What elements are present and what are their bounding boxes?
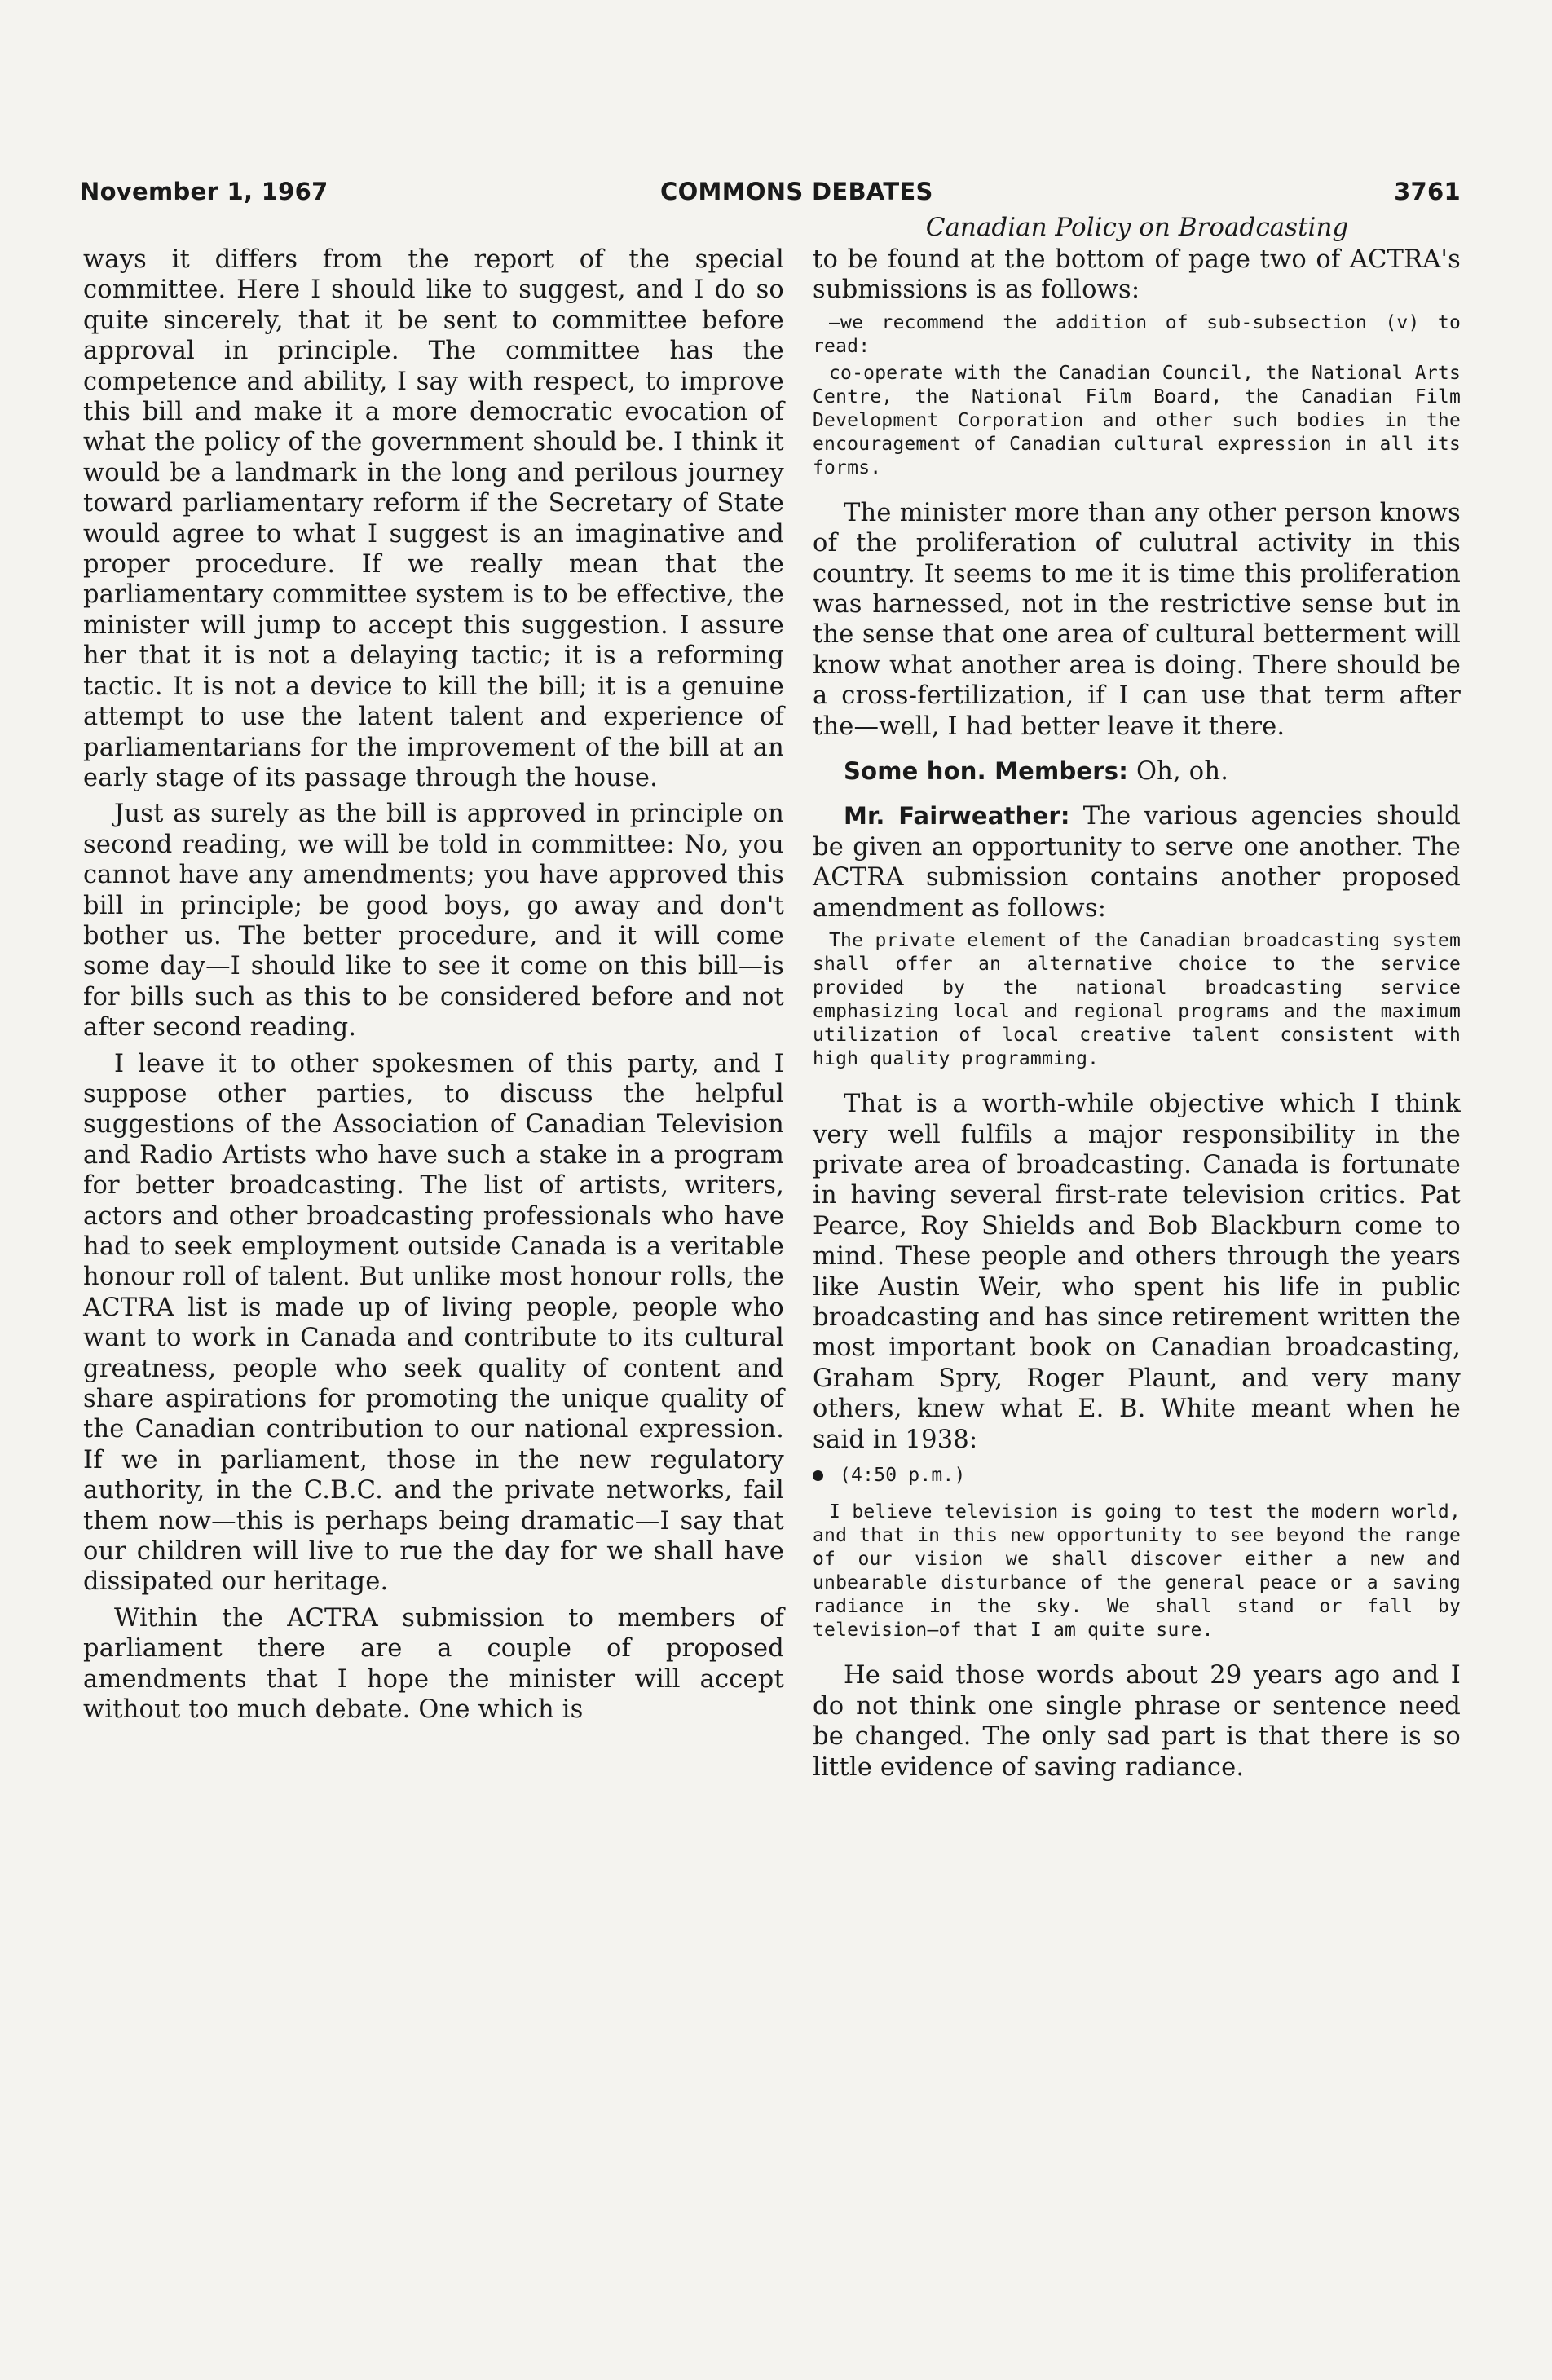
header-title: COMMONS DEBATES [660, 178, 933, 205]
interjection-text: Oh, oh. [1128, 757, 1229, 787]
speaker-fairweather: Mr. Fairweather: [844, 802, 1070, 831]
running-subject: Canadian Policy on Broadcasting [925, 213, 1349, 242]
block-quote-1 [813, 311, 1461, 480]
left-column [83, 245, 784, 1731]
right-column [813, 245, 1461, 1788]
fairweather-text: The various agencies should be given an opportunity to serve one another. The ACTRA submission contains another proposed amendment as follows: [813, 802, 1461, 923]
fairweather-speech [813, 801, 1461, 923]
right-paragraph-3: That is a worth-while objective which I think very well fulfils a major responsibility in the private area of broadcasting. Canada is fortunate in having several first-rate television critics. Pat Pearce, Roy Shields and Bob Blackburn come to mind. These people and others through the years like Austin Weir, who spent his life in public broadcasting and has since retirement written the most important book on Canadian broadcasting, Graham Spry, Roger Plaunt, and very many others, knew what E. B. White meant when he said in 1938: [813, 1090, 1461, 1454]
bullet-icon [813, 1470, 823, 1481]
interjection [813, 756, 1461, 787]
header-date: November 1, 1967 [80, 178, 328, 205]
quote-3-text: I believe television is going to test the modern world, and that in this new opportunity to see beyond the range of our vision we shall discover either a new and unbearable disturbance of the general peace or a saving radiance in the sky. We shall stand or fall by television—of that I am quite sure. [813, 1501, 1461, 1642]
left-paragraph-1: ways it differs from the report of the special committee. Here I should like to suggest, and I do so quite sincerely, that it be sent to committee before approval in principle. The committee has the competence and ability, I say with respect, to improve this bill and make it a more democratic evocation of what the policy of the government should be. I think it would be a landmark in the long and perilous journey toward parliamentary reform if the Secretary of State would agree to what I suggest is an imaginative and proper procedure. If we really mean that the parliamentary committee system is to be effective, the minister will jump to accept this suggestion. I assure her that it is not a delaying tactic; it is a reforming tactic. It is not a device to kill the bill; it is a genuine attempt to use the latent talent and experience of parliamentarians for the improvement of the bill at an early stage of its passage through the house. [83, 245, 784, 792]
quote-2-text: The private element of the Canadian broadcasting system shall offer an alternative choice to the service provided by the national broadcasting service emphasizing local and regional programs and the maximum utilization of local creative talent consistent with high quality programming. [813, 930, 1461, 1070]
block-quote-2 [813, 929, 1461, 1071]
timestamp [813, 1461, 1461, 1491]
left-paragraph-3: I leave it to other spokesmen of this party, and I suppose other parties, to discuss the helpful suggestions of the Association of Canadian Television and Radio Artists who have such a stake in a program for better broadcasting. The list of artists, writers, actors and other broadcasting professionals who have had to seek employment outside Canada is a veritable honour roll of talent. But unlike most honour rolls, the ACTRA list is made up of living people, people who want to work in Canada and contribute to its cultural greatness, people who seek quality of content and share aspirations for promoting the unique quality of the Canadian contribution to our national expression. If we in parliament, those in the new regulatory authority, in the C.B.C. and the private networks, fail them now—this is perhaps being dramatic—I say that our children will live to rue the day for we shall have dissipated our heritage. [83, 1049, 784, 1597]
right-paragraph-4: He said those words about 29 years ago and I do not think one single phrase or sentence need be changed. The only sad part is that there is so little evidence of saving radiance. [813, 1661, 1461, 1782]
block-quote-3 [813, 1501, 1461, 1642]
left-paragraph-4: Within the ACTRA submission to members of parliament there are a couple of proposed amendments that I hope the minister will accept without too much debate. One which is [83, 1603, 784, 1725]
page-header [80, 178, 1461, 210]
quote-1-line-2: co-operate with the Canadian Council, the National Arts Centre, the National Film Board, the Canadian Film Development Corporation and other such bodies in the encouragement of Canadian cultural expression in all its forms. [813, 362, 1461, 478]
speaker-some-members: Some hon. Members: [844, 757, 1129, 786]
timestamp-text: (4:50 p.m.) [840, 1464, 966, 1486]
left-paragraph-2: Just as surely as the bill is approved in principle on second reading, we will be told in committee: No, you cannot have any amendments; you have approved this bill in principle; be good boys, go away and don't bother us. The better procedure, and it will come some day—I should like to see it come on this bill—is for bills such as this to be considered before and not after second reading. [83, 800, 784, 1042]
header-page-number: 3761 [1394, 178, 1461, 205]
right-paragraph-2: The minister more than any other person knows of the proliferation of culutral activity in this country. It seems to me it is time this proliferation was harnessed, not in the restrictive sense but in the sense that one area of cultural betterment will know what another area is doing. There should be a cross-fertilization, if I can use that term after the—well, I had better leave it there. [813, 498, 1461, 741]
right-paragraph-1: to be found at the bottom of page two of ACTRA's submissions is as follows: [813, 245, 1461, 305]
quote-1-line-1: —we recommend the addition of sub-subsection (v) to read: [813, 311, 1461, 357]
